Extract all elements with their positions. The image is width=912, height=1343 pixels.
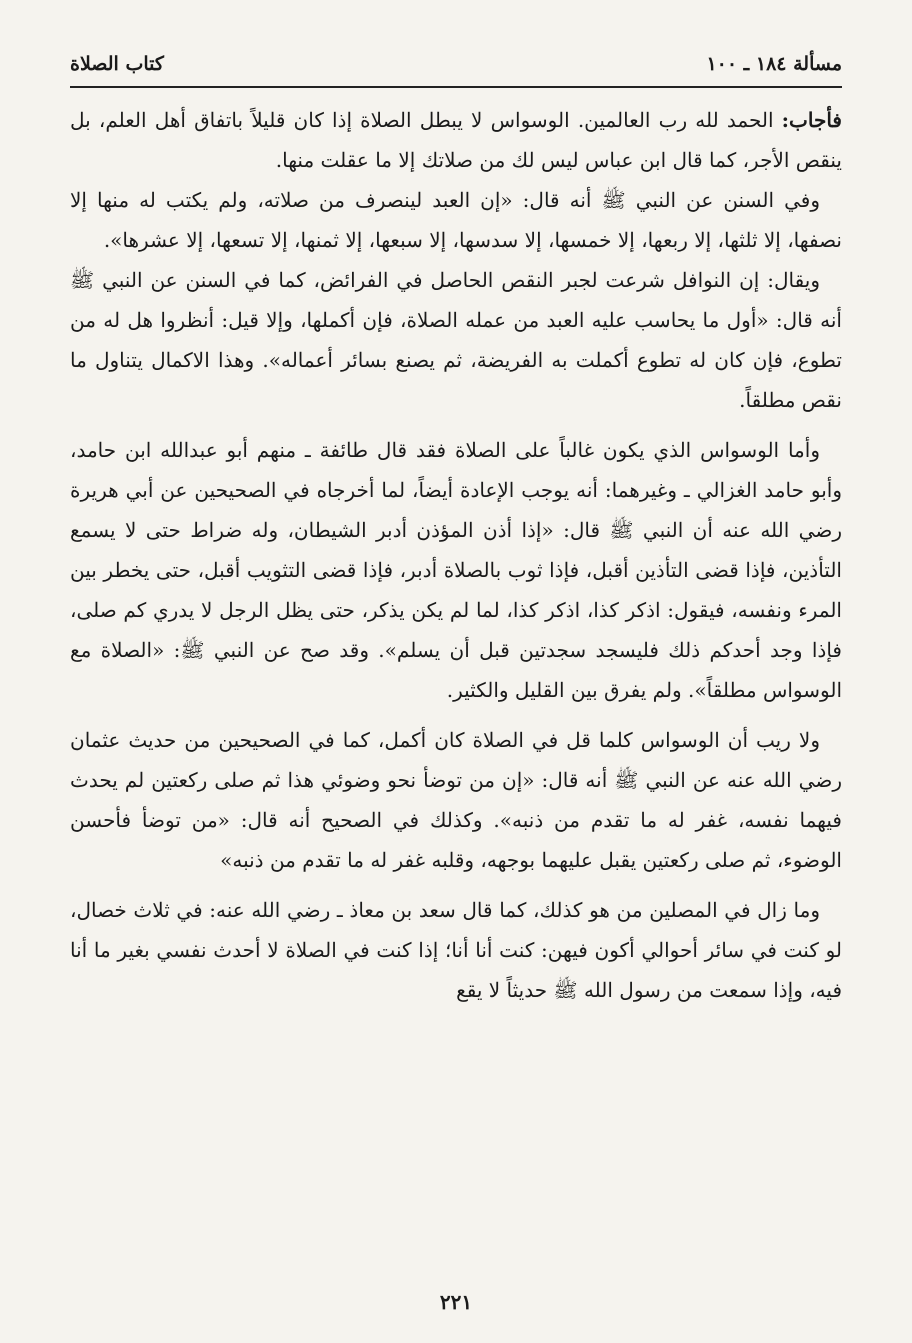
paragraph-text: ويقال: إن النوافل شرعت لجبر النقص الحاصل في الفرائض، كما في السنن عن النبي ﷺ أنه قال: «أول ما يحاسب عليه العبد من عمله الصلاة، فإن أكملها، وإلا قيل: أنظروا هل له من تطوع، فإن كان له تطوع أكملت به الفريضة، ثم يصنع بسائر أعماله». وهذا الاكمال يتناول ما نقص مطلقاً.	[70, 268, 842, 412]
paragraph-text: وما زال في المصلين من هو كذلك، كما قال سعد بن معاذ ـ رضي الله عنه: في ثلاث خصال، لو كنت في سائر أحوالي أكون فيهن: كنت أنا أنا؛ إذا كنت في الصلاة لا أحدث نفسي بغير ما أنا فيه، وإذا سمعت من رسول الله ﷺ حديثاً لا يقع	[70, 898, 842, 1002]
issue-number: مسألة ١٨٤ ـ ١٠٠	[706, 53, 842, 75]
book-title: كتاب الصلاة	[70, 53, 164, 75]
answer-lead-word: فأجاب:	[781, 108, 842, 132]
header-divider	[70, 86, 842, 88]
paragraph-sunan-hadith	[70, 180, 842, 260]
paragraph-text: ولا ريب أن الوسواس كلما قل في الصلاة كان أكمل، كما في الصحيحين من حديث عثمان رضي الله عنه عن النبي ﷺ أنه قال: «إن من توضأ نحو وضوئي هذا ثم صلى ركعتين لم يحدث فيهما نفسه، غفر له ما تقدم من ذنبه». وكذلك في الصحيح أنه قال: «من توضأ فأحسن الوضوء، ثم صلى ركعتين يقبل عليهما بوجهه، وقلبه غفر له ما تقدم من ذنبه»	[70, 728, 842, 872]
paragraph-saad-ibn-muadh	[70, 890, 842, 1010]
paragraph-waswas-ghalib	[70, 430, 842, 710]
page-body	[70, 100, 842, 1010]
paragraph-text: وفي السنن عن النبي ﷺ أنه قال: «إن العبد لينصرف من صلاته، ولم يكتب له منها إلا نصفها، إلا ثلثها، إلا ربعها، إلا خمسها، إلا سدسها، إلا سبعها، إلا ثمنها، إلا تسعها، إلا عشرها».	[70, 188, 842, 252]
paragraph-uthman-hadith	[70, 720, 842, 880]
page-number: ٢٢١	[439, 1290, 473, 1314]
paragraph-answer	[70, 100, 842, 180]
paragraph-text: وأما الوسواس الذي يكون غالباً على الصلاة فقد قال طائفة ـ منهم أبو عبدالله ابن حامد، وأبو حامد الغزالي ـ وغيرهما: أنه يوجب الإعادة أيضاً، لما أخرجاه في الصحيحين عن أبي هريرة رضي الله عنه أن النبي ﷺ قال: «إذا أذن المؤذن أدبر الشيطان، وله ضراط حتى لا يسمع التأذين، فإذا قضى التأذين أقبل، فإذا ثوب بالصلاة أدبر، فإذا قضى التثويب أقبل، حتى يخطر بين المرء ونفسه، فيقول: اذكر كذا، اذكر كذا، لما لم يكن يذكر، حتى يظل الرجل لا يدري كم صلى، فإذا وجد أحدكم ذلك فليسجد سجدتين قبل أن يسلم». وقد صح عن النبي ﷺ: «الصلاة مع الوسواس مطلقاً». ولم يفرق بين القليل والكثير.	[70, 438, 842, 702]
page-header	[70, 46, 842, 82]
paragraph-text: الحمد لله رب العالمين. الوسواس لا يبطل الصلاة إذا كان قليلاً باتفاق أهل العلم، بل ينقص الأجر، كما قال ابن عباس ليس لك من صلاتك إلا ما عقلت منها.	[70, 108, 842, 172]
paragraph-nawafil	[70, 260, 842, 420]
